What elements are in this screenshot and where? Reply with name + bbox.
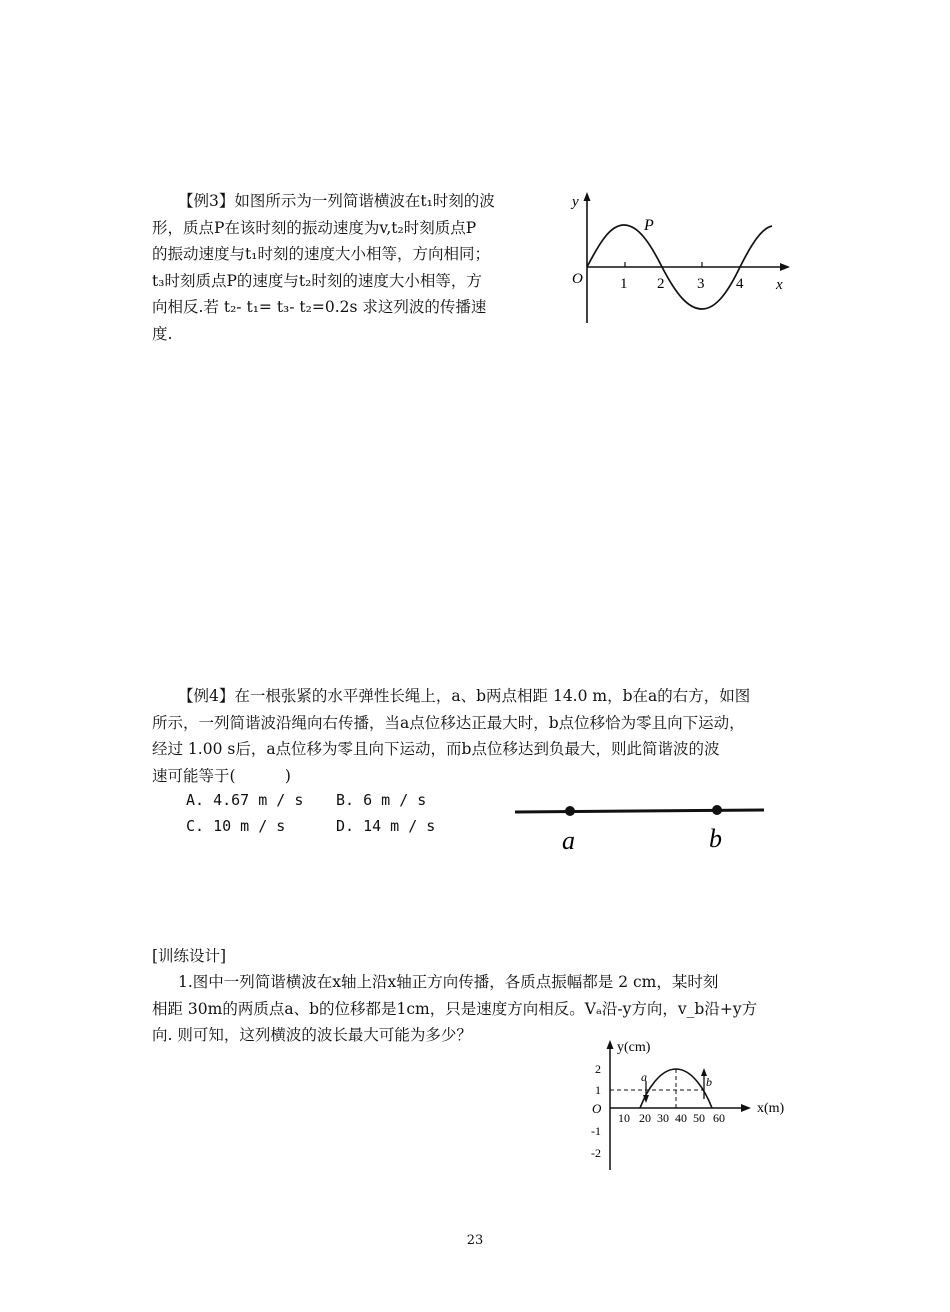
- example4-text: [152, 683, 751, 789]
- training-line: 1.图中一列简谐横波在x轴上沿x轴正方向传播，各质点振幅都是 2 cm，某时刻: [178, 973, 719, 991]
- example3-text: [152, 188, 495, 347]
- example4-line: 速可能等于( ): [152, 766, 291, 785]
- y-axis-arrow: [584, 192, 591, 201]
- example3-line: 度.: [152, 324, 173, 343]
- x-tick-label: 40: [675, 1111, 687, 1125]
- rope-line: [515, 810, 764, 812]
- x-axis-arrow: [741, 1104, 751, 1112]
- tick-label: 2: [657, 276, 665, 292]
- point-b-label: b: [709, 824, 722, 853]
- example4-line: 所示，一列简谐波沿绳向右传播，当a点位移达正最大时，b点位移恰为零且向下运动，: [152, 713, 745, 732]
- x-tick-label: 50: [693, 1111, 705, 1125]
- example4-line: 经过 1.00 s后，a点位移为零且向下运动，而b点位移达到负最大，则此简谐波的波: [152, 740, 720, 758]
- wave-curve: [640, 1069, 712, 1108]
- x-axis-label: x(m): [757, 1101, 785, 1116]
- option-a: A. 4.67 m / s: [186, 791, 304, 809]
- tick-label: 4: [736, 276, 744, 292]
- origin-label: O: [572, 271, 583, 287]
- option-b: B. 6 m / s: [336, 791, 427, 809]
- x-axis-arrow: [780, 263, 790, 271]
- point-b: [712, 805, 722, 815]
- origin-label: O: [592, 1101, 602, 1116]
- point-a-label: a: [562, 826, 575, 855]
- y-axis-label: y(cm): [617, 1040, 651, 1055]
- example4-rope-figure: [510, 795, 770, 860]
- example4-line: 【例4】在一根张紧的水平弹性长绳上，a、b两点相距 14.0 m，b在a的右方，如图: [178, 687, 751, 705]
- training-heading: [训练设计]: [152, 947, 227, 965]
- x-tick-label: 10: [618, 1111, 630, 1125]
- example3-line: 【例3】如图所示为一列简谐横波在t₁时刻的波: [178, 192, 495, 210]
- y-tick-label: 1: [595, 1083, 601, 1097]
- point-a-label: a: [641, 1070, 647, 1084]
- y-axis-label: y: [572, 194, 579, 210]
- tick-label: 3: [697, 276, 705, 292]
- point-a: [565, 806, 575, 816]
- training-wave-figure: [585, 1035, 800, 1175]
- example3-line: 向相反.若 t₂- t₁= t₃- t₂=0.2s 求这列波的传播速: [152, 298, 487, 316]
- tick-label: 1: [620, 276, 628, 292]
- option-c: C. 10 m / s: [186, 817, 286, 835]
- y-tick-label: -2: [591, 1146, 601, 1160]
- y-tick-label: 2: [595, 1062, 601, 1076]
- example3-wave-figure: [568, 188, 798, 328]
- y-tick-label: -1: [591, 1124, 601, 1138]
- x-tick-label: 20: [639, 1111, 651, 1125]
- point-p-label: P: [644, 217, 654, 234]
- option-d: D. 14 m / s: [336, 817, 436, 835]
- y-axis-arrow: [607, 1040, 614, 1049]
- training-line: 向. 则可知，这列横波的波长最大可能为多少？: [152, 1026, 472, 1044]
- example3-line: 的振动速度与t₁时刻的速度大小相等，方向相同；: [152, 245, 490, 263]
- point-b-label: b: [706, 1075, 712, 1089]
- page-number: 23: [466, 1233, 484, 1248]
- example3-line: t₃时刻质点P的速度与t₂时刻的速度大小相等，方: [152, 271, 482, 290]
- x-tick-label: 30: [657, 1111, 669, 1125]
- x-axis-label: x: [776, 277, 783, 293]
- training-line: 相距 30m的两质点a、b的位移都是1cm，只是速度方向相反。Vₐ沿-y方向，v_b沿+y方: [152, 999, 758, 1018]
- example3-line: 形，质点P在该时刻的振动速度为v,t₂时刻质点P: [152, 218, 477, 237]
- x-tick-label: 60: [713, 1111, 725, 1125]
